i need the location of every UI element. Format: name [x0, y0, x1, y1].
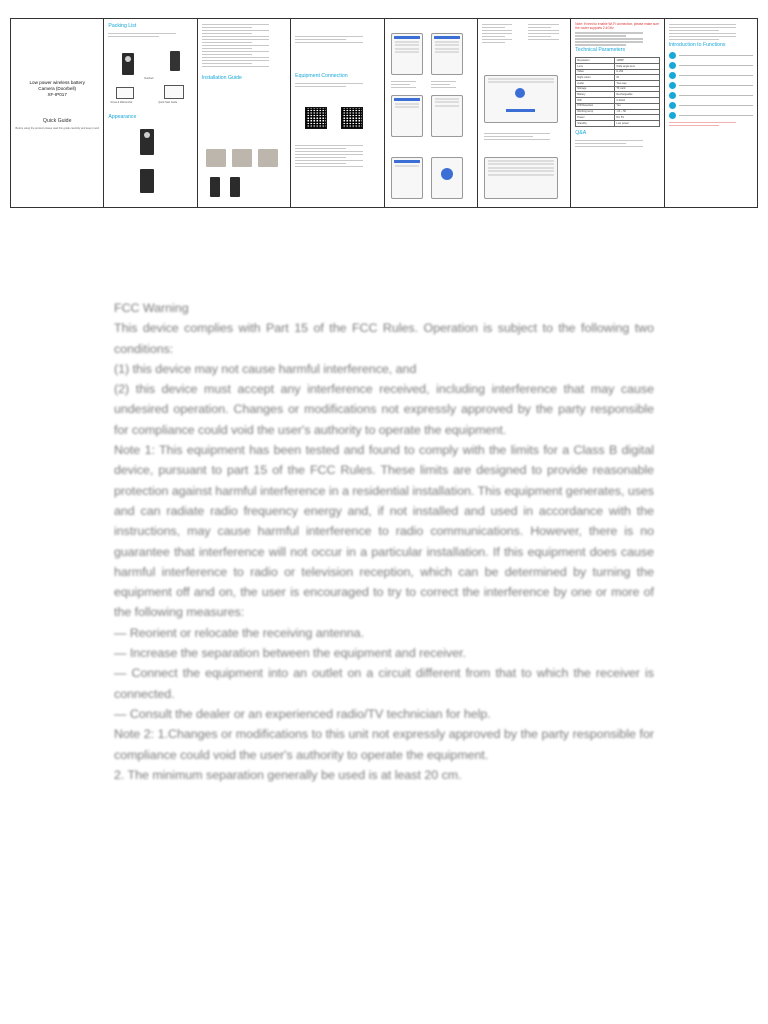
lens-icon	[125, 56, 131, 62]
fcc-measure: — Connect the equipment into an outlet on a circuit different from that to which the receiver is connected.	[114, 666, 654, 701]
installation-panel	[198, 19, 291, 207]
text-line	[295, 86, 346, 87]
function-item	[669, 82, 753, 89]
sd-card-icon	[669, 102, 676, 109]
spec-value: Wide angle lens	[615, 64, 659, 70]
text-line	[202, 51, 270, 52]
spec-label: Working temp	[576, 109, 615, 115]
text-line	[202, 63, 253, 64]
spec-row	[576, 120, 659, 126]
text-line	[108, 33, 176, 34]
loading-icon	[515, 88, 525, 98]
playback-icon	[669, 112, 676, 119]
text-line	[575, 41, 643, 42]
pairing-text-right	[528, 22, 566, 42]
fcc-paragraph: Note 1: This equipment has been tested and found to comply with the limits for a Class B digital device, pursuant to part 15 of the FCC Rules. These limits are designed to provide reasonable protection against harmful interference in a residential installation. This equipment generates, uses and can radiate radio frequency energy and, if not installed and used in accordance with the instructions, may cause harmful interference to radio communications. However, there is no guarantee that interference will not occur in a particular installation. If this equipment does cause harmful interference to radio or television reception, which can be determined by turning the equipment off and on, the user is encouraged to try to correct the interference by one or more of the following measures:	[114, 443, 654, 620]
text-line	[202, 24, 270, 25]
text-line	[295, 39, 346, 40]
fcc-paragraph: This device complies with Part 15 of the FCC Rules. Operation is subject to the following two conditions:	[114, 321, 654, 356]
text-line	[295, 157, 346, 158]
mounted-doorbell-image	[230, 177, 240, 197]
step-text	[391, 79, 423, 90]
mounted-doorbell-image	[210, 177, 220, 197]
text-line	[575, 35, 626, 36]
router-note: Note: If need to enable Wi-Fi connection, please make sure the router supports 2.4GHz	[575, 22, 660, 31]
text-line	[295, 160, 363, 161]
app-screenshot	[391, 157, 423, 199]
spec-value: DC 5V	[615, 115, 659, 121]
function-item	[669, 62, 753, 69]
text-line	[202, 48, 253, 49]
equipment-panel	[291, 19, 384, 207]
intercom-icon	[669, 62, 676, 69]
text-line	[575, 140, 643, 141]
function-item	[669, 92, 753, 99]
snapshot-icon	[669, 92, 676, 99]
text-line	[295, 154, 363, 155]
app-screenshot	[431, 33, 463, 75]
spec-label: Standby	[576, 120, 615, 126]
text-line	[575, 38, 643, 39]
fcc-title: FCC Warning	[114, 301, 189, 315]
settings-icon	[669, 72, 676, 79]
app-screenshot	[431, 157, 463, 199]
spec-label: Video	[576, 69, 615, 75]
spec-label: Battery	[576, 92, 615, 98]
spec-value: Two-way	[615, 81, 659, 87]
text-line	[202, 30, 270, 31]
text-line	[669, 36, 737, 37]
spec-label: Night vision	[576, 75, 615, 81]
guide-subtitle: Quick Guide	[42, 117, 72, 124]
qr-code-android	[305, 107, 327, 129]
text-line	[202, 66, 270, 67]
spec-label: Lens	[576, 64, 615, 70]
functions-heading: Introduction to Functions	[668, 41, 726, 48]
spec-value: Rechargeable	[615, 92, 659, 98]
text-line	[202, 27, 253, 28]
text-line	[669, 33, 737, 34]
text-line	[295, 36, 363, 37]
text-line	[295, 166, 363, 167]
product-title	[15, 80, 99, 98]
doorbell-side-image	[140, 169, 154, 193]
device-list-screenshot	[484, 157, 558, 199]
connection-steps	[295, 143, 379, 169]
spec-label: Power	[576, 115, 615, 121]
warning-line	[669, 125, 720, 126]
packing-item-label: Quick Start Guide	[158, 101, 178, 104]
function-item	[669, 102, 753, 109]
text-line	[202, 60, 270, 61]
step-text	[431, 79, 463, 90]
fcc-measure: — Reorient or relocate the receiving antenna.	[114, 625, 365, 640]
live-view-icon	[669, 52, 676, 59]
lens-icon	[144, 132, 150, 138]
text-line	[575, 146, 643, 147]
app-screenshot	[391, 95, 423, 137]
spec-value: Yes	[615, 103, 659, 109]
text-line	[575, 44, 626, 45]
spec-value: IR	[615, 75, 659, 81]
installation-heading: Installation Guide	[201, 74, 242, 81]
function-item	[669, 52, 753, 59]
text-line	[202, 45, 270, 46]
spec-label: Storage	[576, 86, 615, 92]
record-icon	[669, 82, 676, 89]
text-line	[295, 83, 363, 84]
packing-item-label: Doorbell	[144, 77, 154, 80]
text-line	[669, 30, 720, 31]
title-line-2: Camera (Doorbell)	[38, 85, 77, 91]
wifi-icon	[441, 168, 453, 180]
app-screenshot	[391, 33, 423, 75]
function-item	[669, 112, 753, 119]
text-line	[295, 151, 363, 152]
fcc-paragraph: Note 2: 1.Changes or modifications to this unit not expressly approved by the party responsible for compliance could void the user's authority to operate the equipment.	[114, 727, 654, 762]
fcc-paragraph: (2) this device must accept any interference received, including interference that may cause undesired operation. Changes or modifications not expressly approved by the party responsible for compliance could void the user's authority to operate the equipment.	[114, 382, 654, 437]
install-photo	[206, 149, 226, 167]
specs-table	[575, 57, 659, 126]
text-line	[108, 36, 159, 37]
warning-line	[669, 122, 737, 123]
fcc-paragraph: (1) this device may not cause harmful interference, and	[114, 361, 417, 376]
fcc-measure: — Increase the separation between the equipment and receiver.	[114, 646, 466, 661]
text-line	[295, 148, 346, 149]
pairing-screenshot	[484, 75, 558, 123]
text-line	[575, 143, 626, 144]
packing-item-label: Screw & Wall anchor	[110, 101, 133, 104]
fcc-paragraph: 2. The minimum separation generally be used is at least 20 cm.	[114, 767, 462, 782]
spec-value: TF card	[615, 86, 659, 92]
functions-panel	[665, 19, 757, 207]
spec-label: Resolution	[576, 58, 615, 64]
spec-value: H.264	[615, 69, 659, 75]
text-line	[202, 54, 253, 55]
text-line	[202, 42, 253, 43]
pairing-notes	[484, 131, 566, 142]
text-line	[669, 39, 720, 40]
text-line	[202, 39, 270, 40]
spec-label: Audio	[576, 81, 615, 87]
function-item	[669, 72, 753, 79]
spec-label: PIR Detection	[576, 103, 615, 109]
doorbell-image	[122, 53, 134, 75]
spec-value: 1080P	[615, 58, 659, 64]
doorbell-front-image	[140, 129, 154, 155]
packing-panel	[104, 19, 197, 207]
text-line	[295, 42, 363, 43]
equipment-heading: Equipment Connection	[295, 73, 348, 80]
spec-value: -10 ~ 50	[615, 109, 659, 115]
spec-label: Wifi	[576, 98, 615, 104]
qa-heading: Q&A	[575, 129, 587, 136]
fcc-measure: — Consult the dealer or an experienced radio/TV technician for help.	[114, 706, 491, 721]
packing-heading: Packing List	[108, 23, 137, 29]
pairing-panel	[478, 19, 571, 207]
charger-image	[164, 85, 184, 99]
title-line-1: Low power wireless battery	[29, 80, 85, 85]
qr-code-ios	[341, 107, 363, 129]
cover-note: Before using the product please read this guide carefully and keep it well	[15, 126, 99, 130]
text-line	[202, 57, 270, 58]
specs-heading: Technical Parameters	[575, 47, 626, 54]
pairing-text-left	[482, 22, 520, 45]
screw-pack-image	[116, 87, 134, 99]
model-number: XF-IP017	[47, 91, 67, 97]
specs-panel	[571, 19, 664, 207]
fcc-warning	[114, 298, 654, 785]
text-line	[669, 24, 737, 25]
doorbell-back-image	[170, 51, 180, 71]
text-line	[669, 27, 737, 28]
text-line	[575, 32, 643, 33]
cover-panel	[11, 19, 104, 207]
text-line	[202, 36, 270, 37]
text-line	[202, 33, 253, 34]
text-line	[295, 145, 363, 146]
quick-guide-sheet	[10, 18, 758, 208]
app-screens-panel	[385, 19, 478, 207]
appearance-heading: Appearance	[108, 114, 137, 120]
text-line	[295, 163, 346, 164]
spec-value: Low power	[615, 120, 659, 126]
confirm-button[interactable]	[506, 109, 535, 112]
install-photo	[258, 149, 278, 167]
app-screenshot	[431, 95, 463, 137]
spec-value: 2.4GHz	[615, 98, 659, 104]
install-photo	[232, 149, 252, 167]
